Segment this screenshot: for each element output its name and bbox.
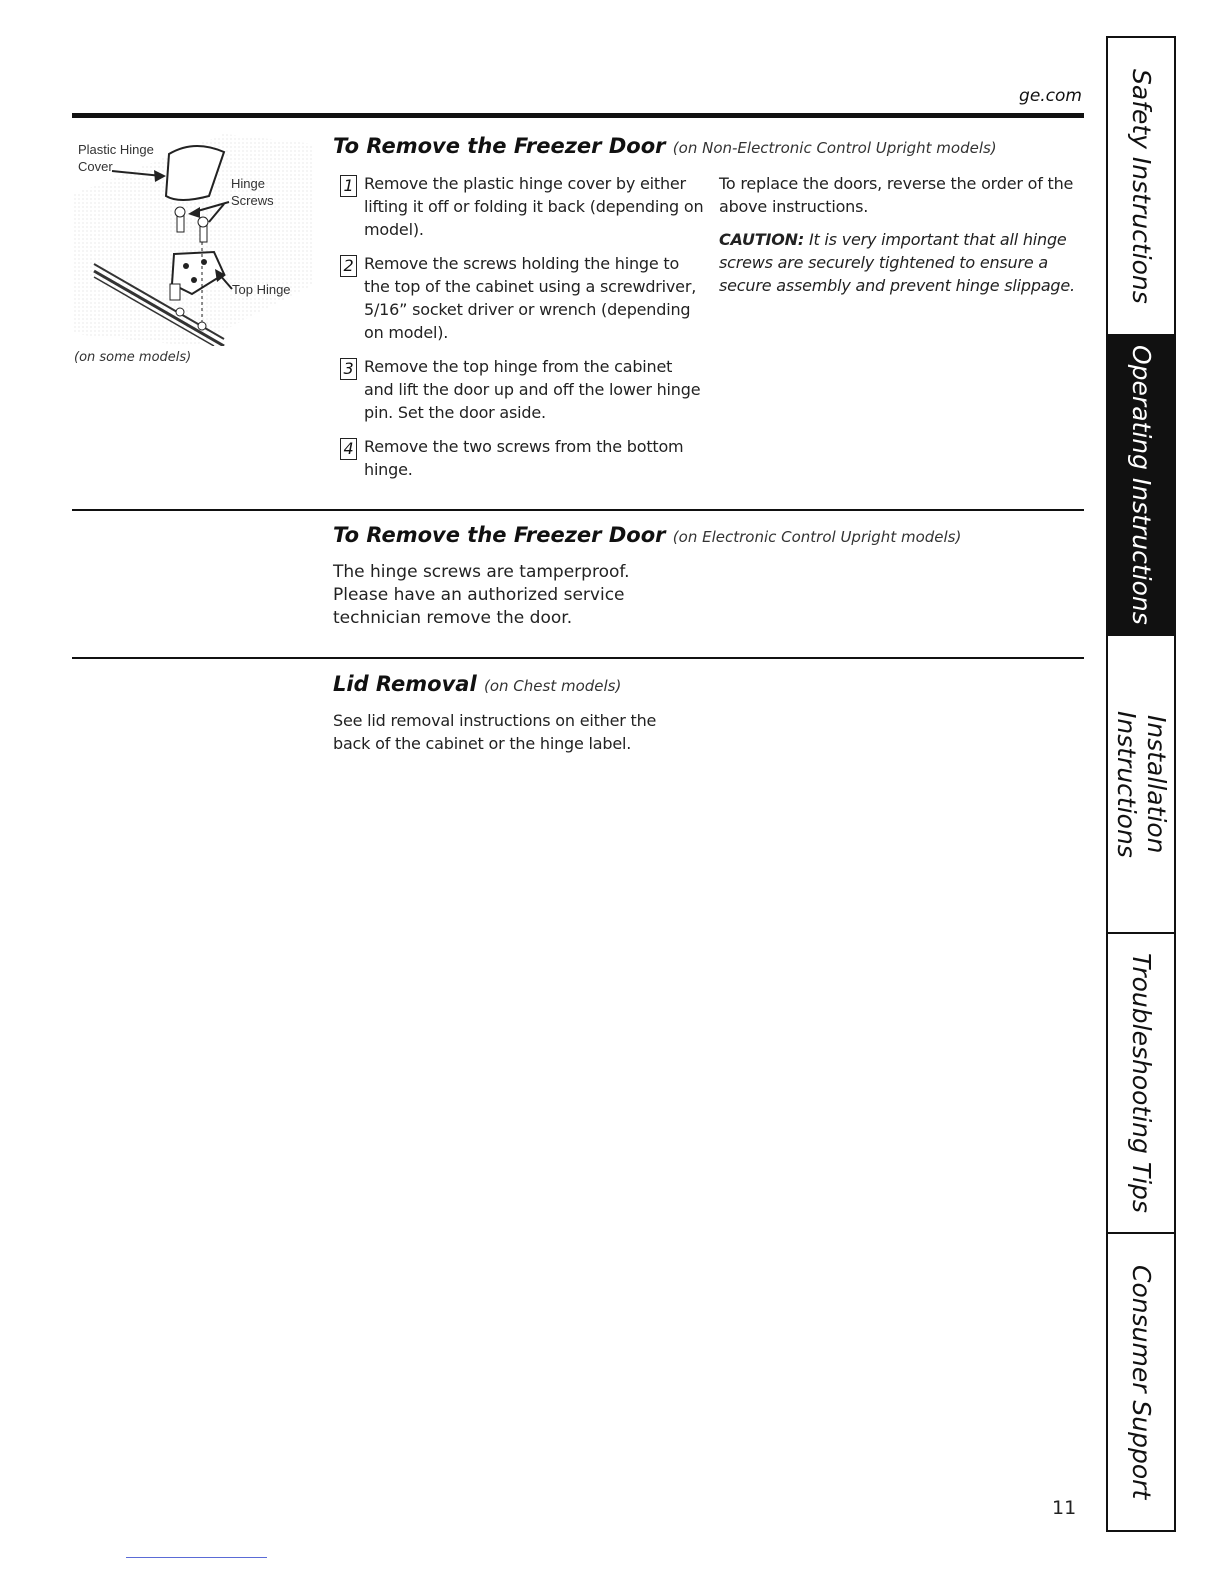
step-text: Remove the screws holding the hinge to the top of the cabinet using a screwdriver, 5/16” socket driver or wrench (depending on model).: [364, 254, 697, 342]
label-screws: Screws: [231, 193, 274, 208]
section-title-text: Lid Removal: [333, 672, 477, 696]
step-number: 2: [340, 255, 357, 277]
caution-note: [719, 228, 1081, 297]
lid-removal-body-text: See lid removal instructions on either the back of the cabinet or the hinge label.: [333, 711, 657, 753]
section-divider: [72, 509, 1084, 511]
section-title-lid-removal: [333, 672, 621, 696]
tab-label-line2: Instructions: [1112, 710, 1141, 858]
tab-label: Operating Instructions: [1127, 345, 1156, 625]
tab-label: Safety Instructions: [1127, 68, 1156, 304]
section-subtitle: (on Electronic Control Upright models): [672, 528, 962, 546]
tab-label: Installation: [1142, 714, 1171, 854]
page-number: 11: [1052, 1497, 1077, 1519]
step-1: [340, 172, 705, 241]
step-text: Remove the top hinge from the cabinet and lift the door up and off the lower hinge pin. Set the door aside.: [364, 357, 701, 422]
link-underline: [126, 1557, 267, 1558]
caution-label: CAUTION:: [719, 230, 805, 249]
hinge-illustration: [74, 134, 314, 346]
step-number: 1: [340, 175, 357, 197]
step-number: 3: [340, 358, 357, 380]
tab-installation-instructions[interactable]: [1106, 634, 1176, 932]
tab-troubleshooting-tips[interactable]: [1106, 932, 1176, 1232]
section-title-non-electronic: [333, 134, 997, 158]
step-text: Remove the plastic hinge cover by either lifting it off or folding it back (depending on model).: [364, 174, 704, 239]
figure-caption: (on some models): [74, 350, 192, 365]
section-tabs: [1106, 36, 1178, 1532]
step-number: 4: [340, 438, 357, 460]
label-plastic-hinge: Plastic Hinge: [78, 142, 154, 157]
electronic-body-text: The hinge screws are tamperproof. Please have an authorized service technician remove the door.: [333, 562, 630, 628]
replace-text: To replace the doors, reverse the order of the above instructions.: [719, 174, 1074, 216]
step-4: [340, 435, 705, 481]
step-list: [340, 172, 705, 492]
tab-safety-instructions[interactable]: [1106, 36, 1176, 334]
step-3: [340, 355, 705, 424]
header-rule: [72, 113, 1084, 118]
section-subtitle: (on Chest models): [483, 677, 622, 695]
tab-label: Troubleshooting Tips: [1127, 953, 1156, 1213]
label-cover: Cover: [78, 159, 113, 174]
site-url: ge.com: [1019, 86, 1082, 106]
section-title-text: To Remove the Freezer Door: [333, 134, 666, 158]
step-2: [340, 252, 705, 344]
replace-column: [719, 172, 1081, 307]
section-divider: [72, 657, 1084, 659]
section-title-text: To Remove the Freezer Door: [333, 523, 666, 547]
tab-consumer-support[interactable]: [1106, 1232, 1176, 1532]
step-text: Remove the two screws from the bottom hinge.: [364, 437, 684, 479]
section-title-electronic: [333, 523, 961, 547]
tab-operating-instructions[interactable]: [1106, 334, 1176, 634]
label-hinge: Hinge: [231, 176, 265, 191]
label-top-hinge: Top Hinge: [232, 282, 291, 297]
section-subtitle: (on Non-Electronic Control Upright models): [672, 139, 997, 157]
tab-label: Consumer Support: [1127, 1264, 1156, 1500]
caution-text: It is very important that all hinge screws are securely tightened to ensure a secure assembly and prevent hinge slippage.: [719, 230, 1075, 295]
